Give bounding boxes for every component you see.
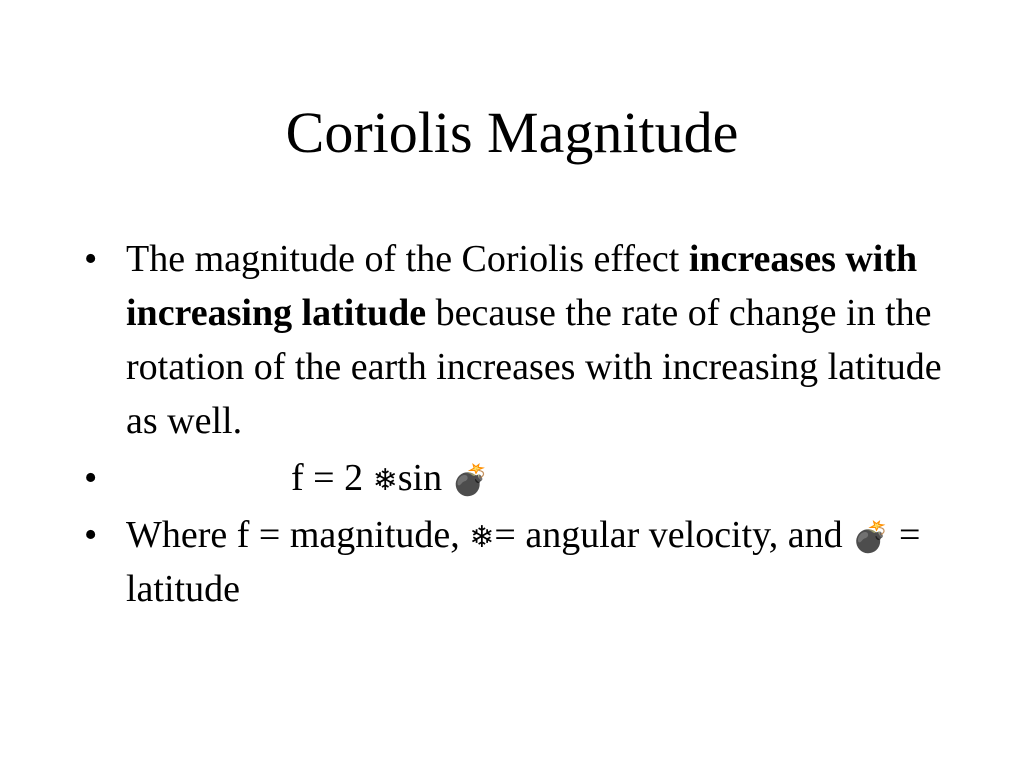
bold-emphasis: increases with increasing latitude [126, 238, 918, 334]
text-segment: because the rate of change in the rotation of the earth increases with increasing latitude as well. [126, 292, 942, 442]
omega-symbol-icon: ❄ [372, 463, 398, 498]
bullet-text [126, 508, 964, 616]
formula-f-eq-2: f = 2 [291, 457, 364, 499]
formula-sin: sin [397, 457, 443, 499]
bullet-item-definitions [84, 508, 964, 616]
bullet-text [126, 232, 964, 448]
phi-symbol-icon: 💣 [451, 463, 489, 498]
phi-symbol-icon: 💣 [852, 520, 890, 555]
bullet-marker: • [84, 457, 98, 499]
bullet-marker: • [84, 514, 98, 556]
omega-symbol-icon: ❄ [469, 520, 495, 555]
bullet-marker: • [84, 238, 98, 280]
slide-title: Coriolis Magnitude [285, 100, 739, 165]
bullet-list [84, 232, 964, 619]
bullet-item-magnitude [84, 232, 964, 448]
bullet-item-formula [84, 451, 964, 505]
text-segment: = angular velocity, and [494, 514, 843, 556]
text-segment: = latitude [126, 514, 921, 610]
formula [126, 451, 964, 505]
text-segment: Where f = magnitude, [126, 514, 460, 556]
text-segment: The magnitude of the Coriolis effect [126, 238, 680, 280]
